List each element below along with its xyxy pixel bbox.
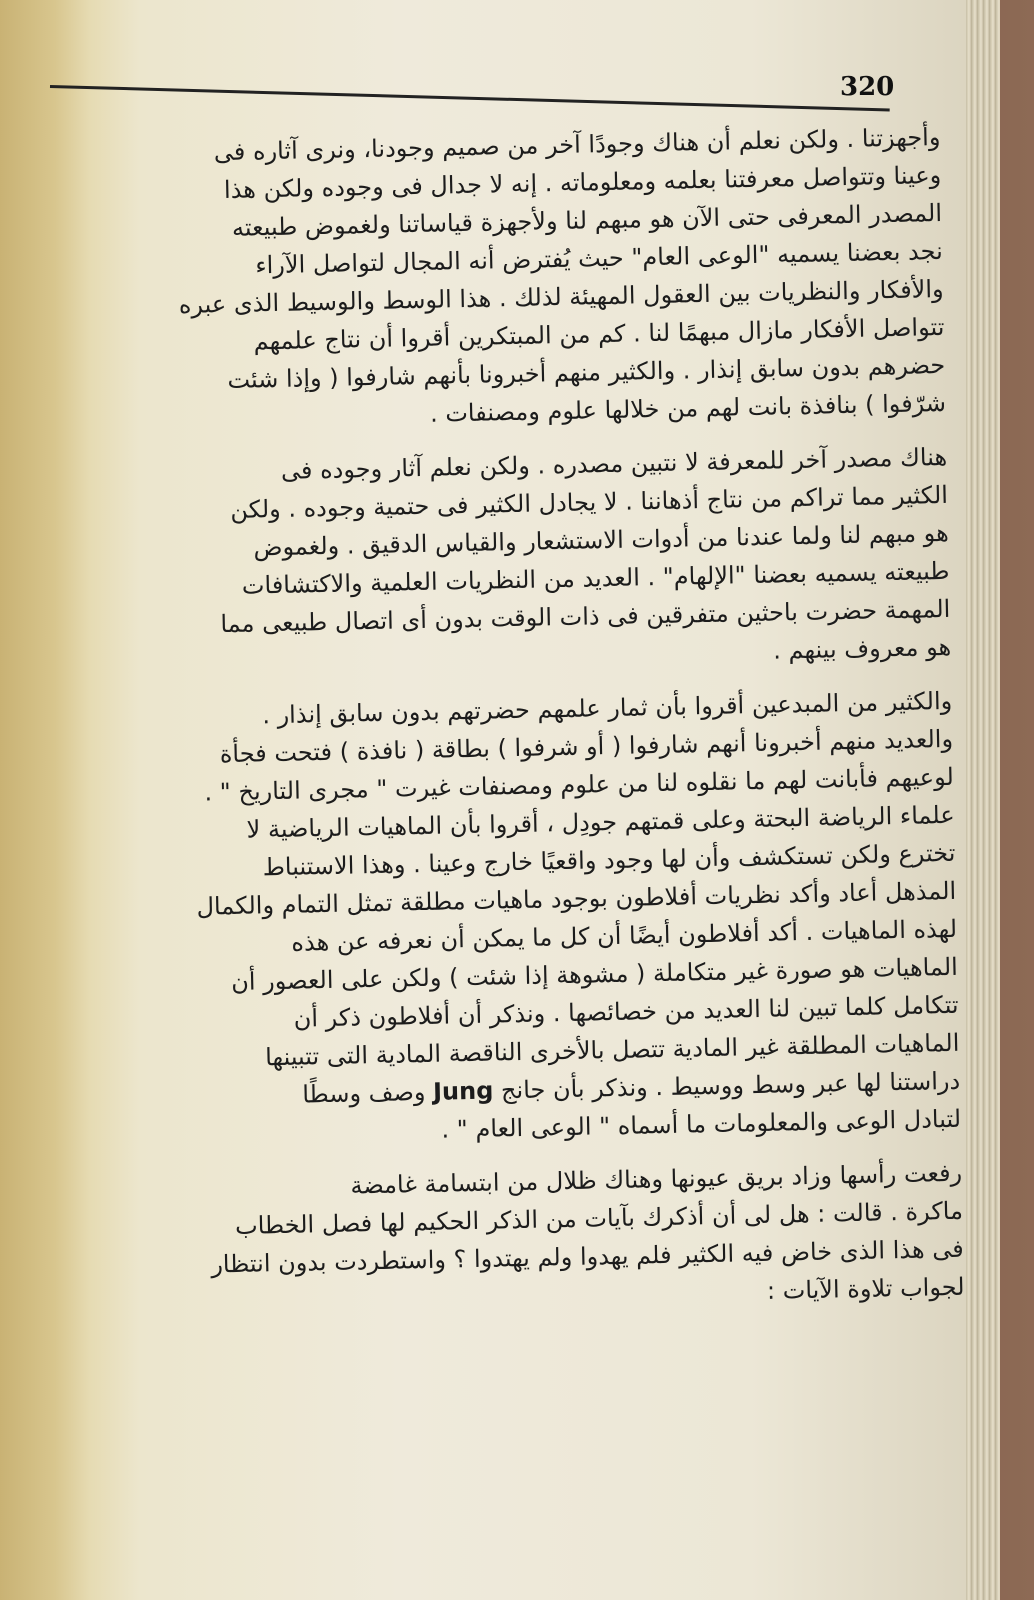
paragraph-3 [62, 682, 961, 1157]
text-line: لوعيهم فأبانت لهم ما نقلوه لنا من علوم ومصنفات غيرت " مجرى التاريخ " . [204, 762, 955, 807]
text-line: لهذه الماهيات . أكد أفلاطون أيضًا أن كل ما يمكن أن نعرفه عن هذه [291, 914, 958, 957]
text-line: علماء الرياضة البحتة وعلى قمتهم جودِل ، أقروا بأن الماهيات الرياضية لا [246, 800, 955, 844]
text-line: شرّفوا ) بنافذة بانت لهم من خلالها علوم ومصنفات . [429, 388, 947, 428]
paragraph-4 [72, 1154, 965, 1325]
text-line: نجد بعضنا يسميه "الوعى العام" حيث يُفترض أنه المجال لتواصل الآراء [255, 236, 944, 280]
paragraph-2 [57, 438, 952, 685]
text-line: تتواصل الأفكار مازال مبهمًا لنا . كم من المبتكرين أقروا أن نتاج علمهم [253, 312, 945, 356]
text-line: هو معروف بينهم . [772, 632, 952, 665]
text-line: الكثير مما تراكم من نتاج أذهاننا . لا يجادل الكثير فى حتمية وجوده . ولكن [229, 480, 949, 524]
text-line: هناك مصدر آخر للمعرفة لا نتبين مصدره . ولكن نعلم آثار وجوده فى [280, 442, 948, 485]
latin-word: Jung [432, 1076, 494, 1106]
body-text [50, 118, 965, 1340]
text-line: المهمة حضرت باحثين متفرقين فى ذات الوقت بدون أى اتصال طبيعى مما [220, 594, 951, 639]
text-line: هو مبهم لنا ولما عندنا من أدوات الاستشعار والقياس الدقيق . ولغموض [253, 518, 949, 562]
text-line: وعينا وتتواصل معرفتنا بعلمه ومعلوماته . إنه لا جدال فى وجوده ولكن هذا [223, 160, 942, 205]
text-line: طبيعته يسميه بعضنا "الإلهام" . العديد من النظريات العلمية والاكتشافات [241, 556, 950, 600]
paragraph-1 [50, 118, 946, 441]
text-line: المذهل أعاد وأكد نظريات أفلاطون بوجود ماهيات مطلقة تمثل التمام والكمال [196, 876, 957, 921]
text-line: والكثير من المبدعين أقروا بأن ثمار علمهم حضرتهم بدون سابق إنذار . [262, 686, 953, 730]
text-segment: دراستنا لها عبر وسط ووسيط . ونذكر بأن جانج [500, 1066, 961, 1105]
text-line: المصدر المعرفى حتى الآن هو مبهم لنا ولأجهزة قياساتنا ولغموض طبيعته [231, 198, 943, 242]
text-line: حضرهم بدون سابق إنذار . والكثير منهم أخبرونا بأنهم شارفوا ( وإذا شئت [227, 350, 946, 394]
text-segment: وصف وسطًا [302, 1077, 426, 1109]
text-line: فى هذا الذى خاض فيه الكثير فلم يهدوا ولم يهتدوا ؟ واستطردت بدون انتظار [210, 1234, 964, 1279]
page-number: 320 [840, 72, 895, 102]
text-line: لتبادل الوعى والمعلومات ما أسماه " الوعى العام " . [441, 1104, 962, 1144]
text-line: وأجهزتنا . ولكن نعلم أن هناك وجودًا آخر من صميم وجودنا، ونرى آثاره فى [213, 122, 941, 167]
text-line: ماكرة . قالت : هل لى أن أذكرك بآيات من الذكر الحكيم لها فصل الخطاب [234, 1196, 964, 1241]
header-rule [50, 85, 890, 111]
text-line: الماهيات هو صورة غير متكاملة ( مشوهة إذا شئت ) ولكن على العصور أن [230, 952, 959, 997]
text-line: تتكامل كلما تبين لنا العديد من خصائصها . ونذكر أن أفلاطون ذكر أن [293, 990, 959, 1033]
page-edges [966, 0, 1000, 1600]
text-line: تخترع ولكن تستكشف وأن لها وجود واقعيًا خارج وعينا . وهذا الاستنباط [262, 838, 956, 882]
text-line: رفعت رأسها وزاد بريق عيونها وهناك ظلال من ابتسامة غامضة [350, 1158, 963, 1200]
text-line: لجواب تلاوة الآيات : [766, 1272, 965, 1305]
text-line: والعديد منهم أخبرونا أنهم شارفوا ( أو شرفوا ) بطاقة ( نافذة ) فتحت فجأة [219, 724, 954, 769]
text-line: الماهيات المطلقة غير المادية تتصل بالأخرى الناقصة المادية التى تتبينها [264, 1028, 960, 1072]
text-line: والأفكار والنظريات بين العقول المهيئة لذلك . هذا الوسط والوسيط الذى عبره [178, 274, 944, 319]
